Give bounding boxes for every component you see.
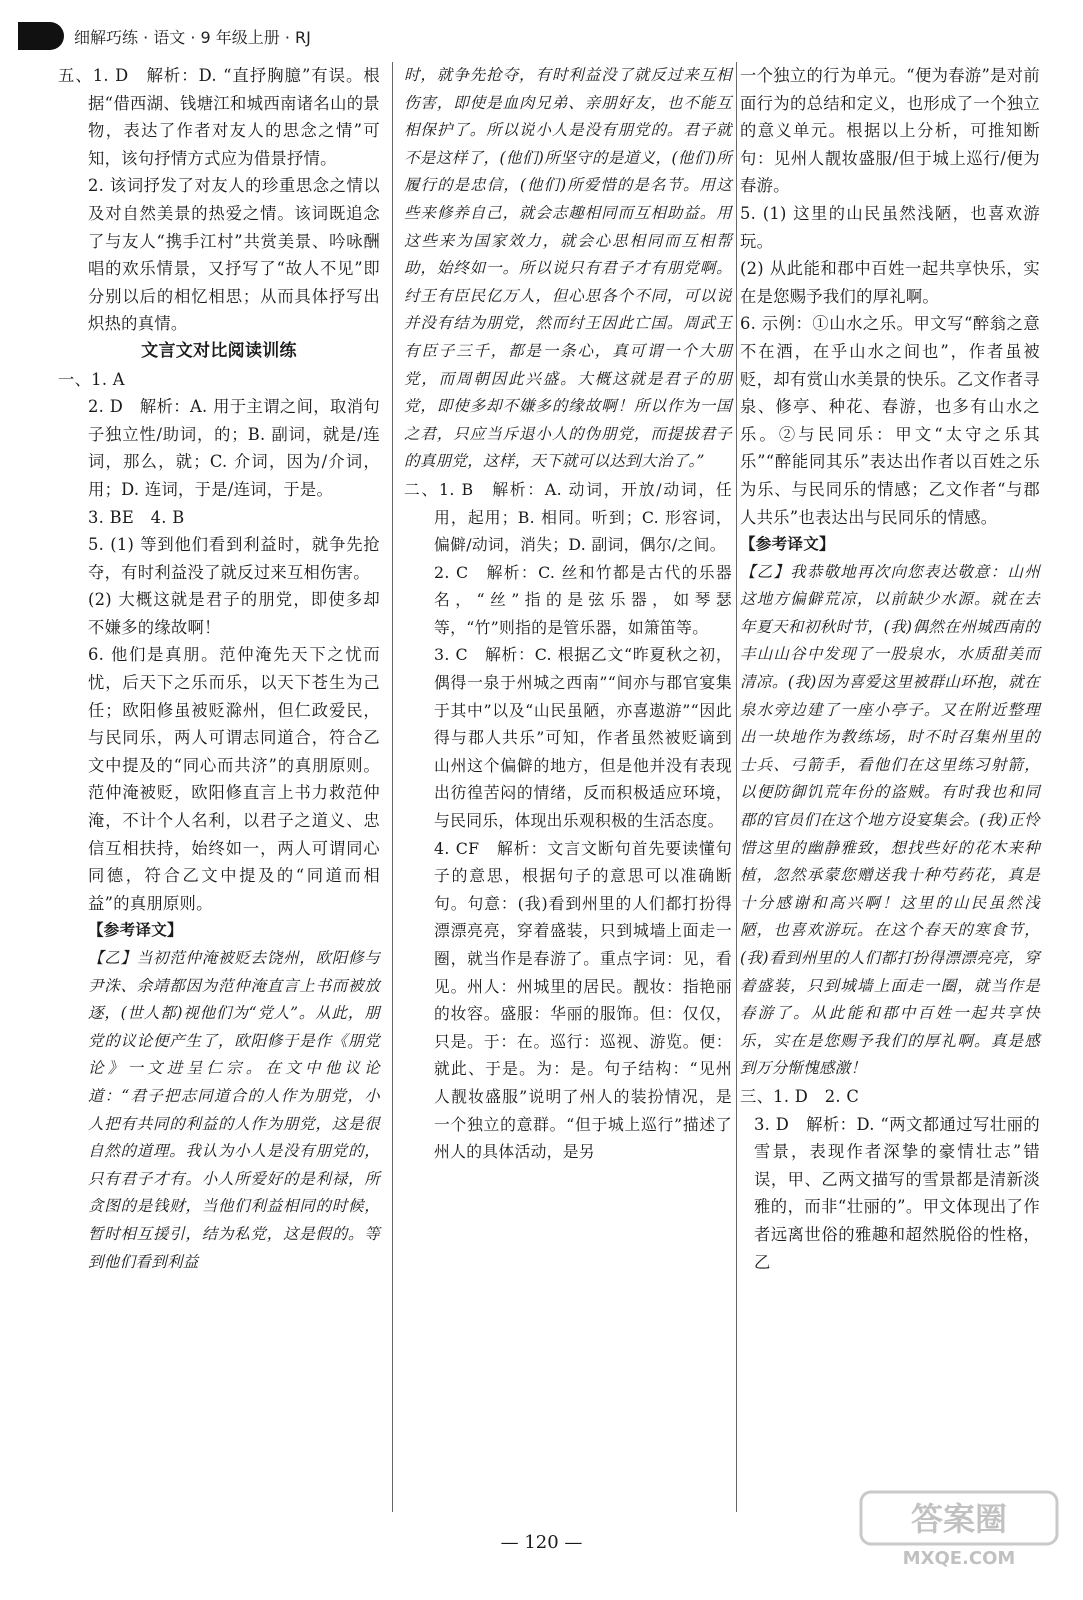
section-heading: 文言文对比阅读训练 [141,340,297,361]
s1-q3: 3. BE 4. B [88,507,185,527]
watermark-line1: 答案圈 [910,1500,1008,1538]
s1-q5a: 5. (1) 等到他们看到利益时，就争先抢夺，有时利益没了就反过来互相伤害。 [88,535,380,582]
reference-translation-text: 【乙】当初范仲淹被贬去饶州，欧阳修与尹洙、余靖都因为范仲淹直言上书而被放逐，(世人都)视他们为“党人”。从此，朋党的议论便产生了，欧阳修于是作《朋党论》一文进呈仁宗。在文中他议论道：“君子把志同道合的人作为朋党，小人把有共同的利益的人作为朋党，这是很自然的道理。我认为小人是没有朋党的，只有君子才有。小人所爱好的是利禄，所贪图的是钱财，当他们利益相同的时候，暂时相互援引，结为私党，这是假的。等到他们看到利益 [88,949,380,1271]
column-divider-2 [736,62,737,1512]
translation-continued: 时，就争先抢夺，有时利益没了就反过来互相伤害，即使是血肉兄弟、亲朋好友，也不能互相保护了。所以说小人是没有朋党的。君子就不是这样了，(他们)所坚守的是道义，(他们)所履行的是忠信，(他们)所爱惜的是名节。用这些来修养自己，就会志趣相同而互相助益。用这些来为国家效力，就会心思相同而互相帮助，始终如一。所以说只有君子才有朋党啊。纣王有臣民亿万人，但心思各个不同，可以说并没有结为朋党，然而纣王因此亡国。周武王有臣子三千，都是一条心，真可谓一个大朋党，而周朝因此兴盛。大概这就是君子的朋党，即使多却不嫌多的缘故啊！所以作为一国之君，只应当斥退小人的伪朋党，而提拔君子的真朋党，这样，天下就可以达到大治了。” [404,66,732,471]
s3-q3: 3. D 解析：D. “两文都通过写壮丽的雪景，表现作者深挚的豪情壮志”错误，甲、乙两文描写的雪景都是清新淡雅的，而非“壮丽的”。甲文体现出了作者远离世俗的雅趣和超然脱俗的性格，乙 [754,1114,1040,1272]
s2-q1: 二、1. B 解析：A. 动词，开放/动词，任用，起用；B. 相同。听到；C. 形容词，偏僻/动词，消失；D. 副词，偶尔/之间。 [404,479,732,555]
s1-q5b: (2) 大概这就是君子的朋党，即使多却不嫌多的缘故啊！ [88,590,380,637]
s2-q6: 6. 示例：①山水之乐。甲文写“醉翁之意不在酒，在乎山水之间也”，作者虽被贬，却有赏山水美景的快乐。乙文作者寻泉、修亭、种花、春游，也多有山水之乐。②与民同乐：甲文“太守之乐其乐”“醉能同其乐”表达出作者以百姓之乐为乐、与民同乐的情感；乙文作者“与郡人共乐”也表达出与民同乐的情感。 [740,314,1040,527]
s1-q2: 2. D 解析：A. 用于主谓之间，取消句子独立性/助词，的；B. 副词，就是/连词，那么，就；C. 介词，因为/介词，用；D. 连词，于是/连词，于是。 [88,397,380,499]
s5-q2: 2. 该词抒发了对友人的珍重思念之情以及对自然美景的热爱之情。该词既追念了与友人“携手江村”共赏美景、吟咏酬唱的欢乐情景，又抒写了“故人不见”即分别以后的相忆相思；从而具体抒写出炽热的真情。 [88,176,380,334]
s3-q1: 三、1. D 2. C [740,1086,860,1106]
page-number: — 120 — [500,1532,583,1553]
column-3 [740,62,1040,1276]
page-header [18,18,311,54]
s1-q1: 一、1. A [58,369,125,389]
reference-translation-text-2: 【乙】我恭敬地再次向您表达敬意：山州这地方偏僻荒凉，以前缺少水源。就在去年夏天和初秋时节，(我)偶然在州城西南的丰山山谷中发现了一股泉水，水质甜美而清凉。(我)因为喜爱这里被群山环抱，就在泉水旁边建了一座小亭子。又在附近整理出一块地作为教练场，时不时召集州里的士兵、弓箭手，看他们在这里练习射箭，以便防御饥荒年份的盗贼。有时我也和同郡的官员们在这个地方设宴集会。(我)正怜惜这里的幽静雅致，想找些好的花木来种植，忽然承蒙您赠送我十种芍药花，真是十分感谢和高兴啊！这里的山民虽然浅陋，也喜欢游玩。在这个春天的寒食节，(我)看到州里的人们都打扮得漂漂亮亮，穿着盛装，只到城墙上面走一圈，就当作是春游了。从此能和郡中百姓一起共享快乐，实在是您赐予我们的厚礼啊。真是感到万分惭愧感激！ [740,562,1040,1078]
watermark-line2: MXQE.COM [902,1548,1016,1569]
s1-q6: 6. 他们是真朋。范仲淹先天下之忧而忧，后天下之乐而乐，以天下苍生为己任；欧阳修虽被贬滁州，但仁政爱民，与民同乐，两人可谓志同道合，符合乙文中提及的“同心而共济”的真朋原则。范仲淹被贬，欧阳修直言上书力救范仲淹，不计个人名利，以君子之道义、忠信互相扶持，始终如一，两人可谓同心同德，符合乙文中提及的“同道而相益”的真朋原则。 [88,645,380,913]
s2-q5b: (2) 从此能和郡中百姓一起共享快乐，实在是您赐予我们的厚礼啊。 [740,259,1040,306]
s2-q2: 2. C 解析：C. 丝和竹都是古代的乐器名，“丝”指的是弦乐器，如琴瑟等，“竹”则指的是管乐器，如箫笛等。 [434,562,732,637]
reference-translation-heading-2: 【参考译文】 [740,535,835,554]
column-divider-1 [392,62,393,1512]
s2-q4-continued: 一个独立的行为单元。“便为春游”是对前面行为的总结和定义，也形成了一个独立的意义单元。根据以上分析，可推知断句：见州人靓妆盛服/但于城上巡行/便为春游。 [740,66,1040,196]
column-1 [58,62,380,1276]
s2-q3: 3. C 解析：C. 根据乙文“昨夏秋之初，偶得一泉于州城之西南”“间亦与郡官宴集于其中”以及“山民虽陋，亦喜遨游”“因此得与郡人共乐”可知，作者虽然被贬谪到山州这个偏僻的地方，但是他并没有表现出彷徨苦闷的情绪，反而积极适应环境，与民同乐，体现出乐观积极的生活态度。 [434,645,732,831]
s5-q1: 五、1. D 解析：D. “直抒胸臆”有误。根据“借西湖、钱塘江和城西南诸名山的景物，表达了作者对友人的思念之情”可知，该句抒情方式应为借景抒情。 [58,66,380,168]
reference-translation-heading: 【参考译文】 [88,921,183,940]
s2-q4: 4. CF 解析：文言文断句首先要读懂句子的意思，根据句子的意思可以准确断句。句意：(我)看到州里的人们都打扮得漂漂亮亮，穿着盛装，只到城墙上面走一圈，就当作是春游了。重点字词：见，看见。州人：州城里的居民。靓妆：指艳丽的妆容。盛服：华丽的服饰。但：仅仅，只是。于：在。巡行：巡视、游览。便：就此、于是。为：是。句子结构：“见州人靓妆盛服”说明了州人的装扮情况，是一个独立的意群。“但于城上巡行”描述了州人的具体活动，是另 [434,838,732,1162]
header-tab-mark [18,22,64,50]
watermark-logo [859,1490,1059,1570]
s2-q5a: 5. (1) 这里的山民虽然浅陋，也喜欢游玩。 [740,203,1040,251]
column-2 [404,62,732,1166]
header-title: 细解巧练 · 语文 · 9 年级上册 · RJ [74,27,311,47]
